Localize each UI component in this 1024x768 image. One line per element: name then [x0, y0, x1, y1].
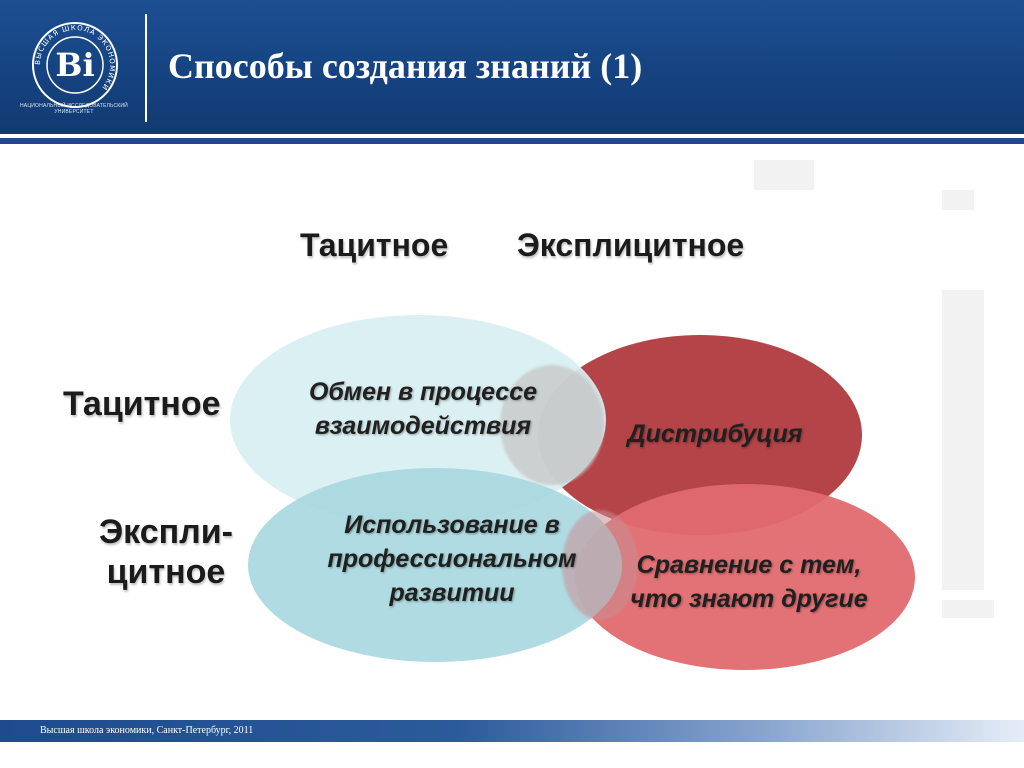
- svg-text:Ві: Ві: [55, 46, 95, 84]
- row-header-explicit-line1: Экспли-: [98, 513, 234, 551]
- cell-top-left-text: [268, 375, 578, 443]
- page-title: Способы создания знаний (1): [168, 46, 643, 86]
- cell-bottom-right-line1: Сравнение с тем,: [636, 551, 862, 579]
- row-header-explicit-line2: цитное: [106, 553, 226, 591]
- cell-bottom-right-text: [604, 548, 894, 616]
- cell-bottom-left-line1: Использование в: [344, 511, 560, 539]
- cell-bottom-right-line2: что знают другие: [630, 585, 868, 613]
- cell-bottom-left-line2: профессиональном: [327, 545, 577, 573]
- cell-top-left-line1: Обмен в процессе: [308, 378, 537, 406]
- cell-top-left-line2: взаимодействия: [314, 412, 532, 440]
- logo-caption: НАЦИОНАЛЬНЫЙ ИССЛЕДОВАТЕЛЬСКИЙ УНИВЕРСИТЕТ: [20, 103, 128, 115]
- cell-top-right-text: [600, 417, 830, 451]
- column-header-explicit: Эксплицитное: [517, 227, 745, 263]
- cell-top-right-line1: Дистрибуция: [627, 420, 803, 448]
- footer-text: Высшая школа экономики, Санкт-Петербург, 2011: [40, 725, 254, 736]
- row-header-explicit: [84, 512, 248, 592]
- cell-bottom-left-line3: развитии: [389, 579, 515, 607]
- row-header-tacit: Тацитное: [63, 385, 221, 423]
- column-header-tacit: Тацитное: [300, 227, 449, 263]
- svg-text:ВЫСШАЯ ШКОЛА ЭКОНОМИКИ: ВЫСШАЯ ШКОЛА ЭКОНОМИКИ: [33, 23, 117, 93]
- cell-bottom-left-text: [292, 508, 612, 610]
